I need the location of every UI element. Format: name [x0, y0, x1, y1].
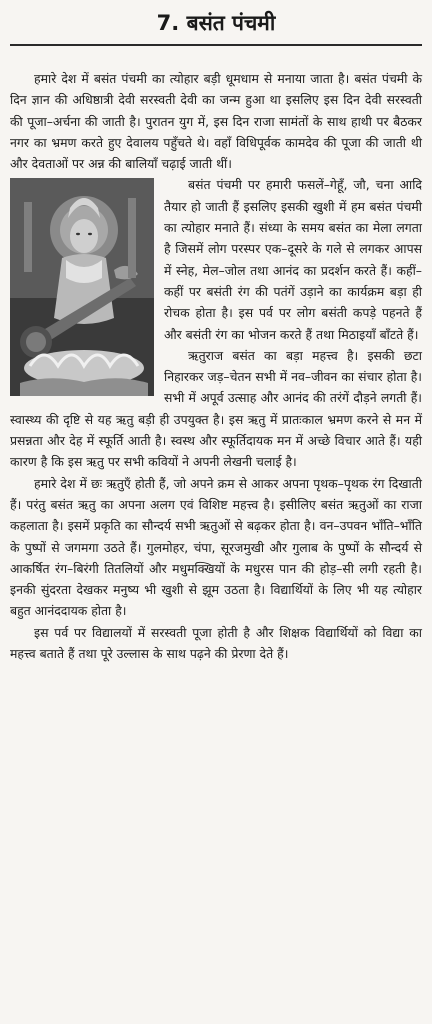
saraswati-illustration-svg — [10, 178, 154, 396]
paragraph-1: हमारे देश में बसंत पंचमी का त्योहार बड़ी धूमधाम से मनाया जाता है। बसंत पंचमी के दिन ज्ञान की अधिष्ठात्री देवी सरस्वती देवी का जन्म हुआ था इसलिए इस दिन देवी सरस्वती की पूजा–अर्चना की जाती है। पुरातन युग में, इस दिन राजा सामंतों के साथ हाथी पर बैठकर नगर का भ्रमण करते हुए देवालय पहुँचते थे। वहाँ विधिपूर्वक कामदेव की पूजा की जाती थी और देवताओं पर अन्न की बालियाँ चढ़ाई जाती थीं। — [10, 71, 422, 172]
paragraph-3: ऋतुराज बसंत का बड़ा महत्त्व है। इसकी छटा निहारकर जड़–चेतन सभी में नव–जीवन का संचार होता है। सभी में अपूर्व उत्साह और आनंद की तरंगें दौड़ने लगती हैं। स्वास्थ्य की दृष्टि से यह ऋतु बड़ी ही उपयुक्त है। इस ऋतु में प्रातःकाल भ्रमण करने से मन में प्रसन्नता और देह में स्फूर्ति आती है। स्वस्थ और स्फूर्तिदायक मन में अच्छे विचार आते हैं। यही कारण है कि इस ऋतु पर सभी कवियों ने अपनी लेखनी चलाई है। — [10, 347, 422, 470]
paragraph-4: हमारे देश में छः ऋतुएँ होती हैं, जो अपने क्रम से आकर अपना पृथक–पृथक रंग दिखाती हैं। परंतु बसंत ऋतु का अपना अलग एवं विशिष्ट महत्त्व है। इसीलिए बसंत ऋतुओं का राजा कहलाता है। इसमें प्रकृति का सौन्दर्य सभी ऋतुओं से बढ़कर होता है। वन–उपवन भाँति–भाँति के पुष्पों से जगमगा उठते हैं। गुलमोहर, चंपा, सूरजमुखी और गुलाब के पुष्पों के सौन्दर्य से आकर्षित रंग–बिरंगी तितलियों और मधुमक्खियों के मधुरस पान की होड़–सी लगी रहती है। इनकी सुंदरता देखकर मनुष्य भी खुशी से झूम उठता है। विद्यार्थियों के लिए भी यह त्योहार बहुत आनंददायक होता है। — [10, 475, 422, 619]
paragraph-2: बसंत पंचमी पर हमारी फसलें–गेहूँ, जौ, चना आदि तैयार हो जाती हैं इसलिए इसकी खुशी में हम बसंत पंचमी का त्योहार मनाते हैं। संध्या के समय बसंत का मेला लगता है जिसमें लोग परस्पर एक–दूसरे के गले से लगकर आपस में स्नेह, मेल–जोल तथा आनंद का प्रदर्शन करते हैं। कहीं–कहीं पर बसंती रंग की पतंगें उड़ाने का कार्यक्रम बड़ा ही रोचक होता है। इस पर्व पर लोग बसंती कपड़े पहनते हैं और बसंती रंग का भोजन करते हैं तथा मिठाइयाँ बाँटते हैं। — [164, 177, 422, 342]
paragraph-5: इस पर्व पर विद्यालयों में सरस्वती पूजा होती है और शिक्षक विद्यार्थियों को विद्या का महत्त्व बताते हैं तथा पूरे उल्लास के साथ पढ़ने की प्रेरणा देते हैं। — [10, 624, 422, 662]
saraswati-illustration-icon — [10, 178, 154, 396]
page-title: 7. बसंत पंचमी — [10, 8, 422, 46]
